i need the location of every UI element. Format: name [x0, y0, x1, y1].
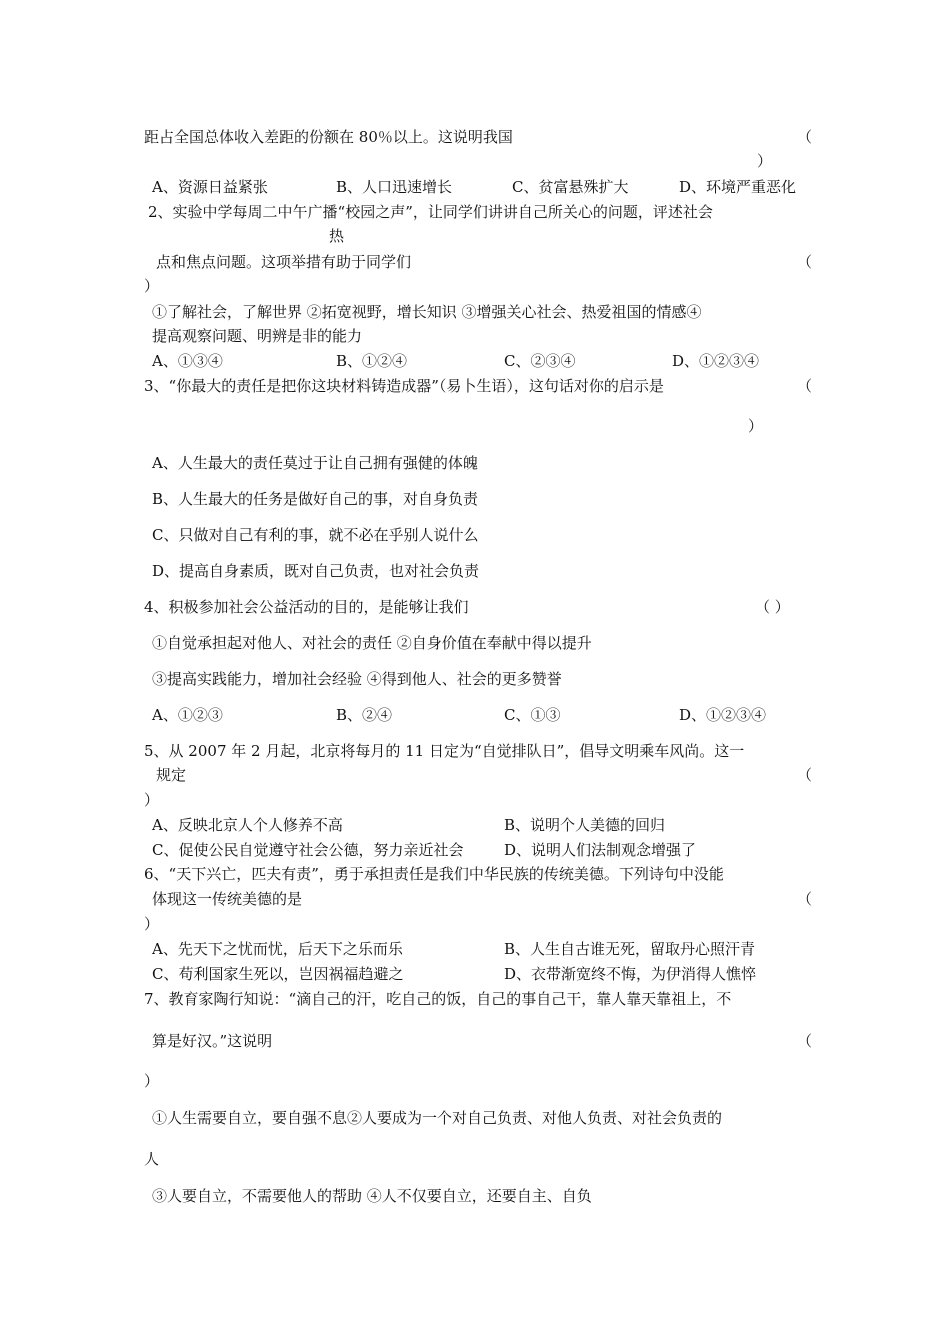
q2-option-b: B、①②④	[336, 352, 408, 370]
q7-stem-line2: 算是好汉。”这说明	[152, 1032, 273, 1050]
q1-answer-paren-close: ）	[757, 152, 773, 170]
q7-items-wrap: 人	[144, 1150, 160, 1168]
q6-answer-paren-open: （	[797, 890, 813, 908]
q4-stem: 4、积极参加社会公益活动的目的，是能够让我们	[144, 598, 469, 616]
q7-stem-line1: 7、教育家陶行知说：“滴自己的汗，吃自己的饭，自己的事自己干，靠人靠天靠祖上，不	[144, 990, 732, 1008]
q4-items-line2: ③提高实践能力，增加社会经验 ④得到他人、社会的更多赞誉	[152, 670, 562, 688]
q2-answer-paren-close: ）	[144, 277, 160, 295]
q6-option-d: D、衣带渐宽终不悔，为伊消得人憔悴	[504, 965, 757, 983]
q5-answer-paren-open: （	[797, 766, 813, 784]
q2-items-line1: ①了解社会，了解世界 ②拓宽视野，增长知识 ③增强关心社会、热爱祖国的情感④	[152, 303, 702, 321]
q3-stem: 3、“你最大的责任是把你这块材料铸造成器”（易卜生语），这句话对你的启示是	[144, 377, 664, 395]
q6-option-a: A、先天下之忧而忧，后天下之乐而乐	[152, 940, 403, 958]
q6-option-c: C、苟利国家生死以，岂因祸福趋避之	[152, 965, 404, 983]
q6-stem-line1: 6、“天下兴亡，匹夫有责”，勇于承担责任是我们中华民族的传统美德。下列诗句中没能	[144, 865, 724, 883]
q4-option-c: C、①③	[504, 706, 561, 724]
q2-stem-wrap: 热	[329, 227, 345, 245]
q4-option-b: B、②④	[336, 706, 393, 724]
q1-answer-paren-open: （	[797, 128, 813, 146]
q5-answer-paren-close: ）	[144, 791, 160, 809]
q3-option-a: A、人生最大的责任莫过于让自己拥有强健的体魄	[152, 454, 478, 472]
q3-answer-paren-close: ）	[748, 417, 764, 435]
q2-option-a: A、①③④	[152, 352, 223, 370]
q7-answer-paren-close: ）	[144, 1072, 160, 1090]
q6-answer-paren-close: ）	[144, 915, 160, 933]
q7-items-line1: ①人生需要自立，要自强不息②人要成为一个对自己负责、对他人负责、对社会负责的	[152, 1109, 723, 1127]
q4-option-d: D、①②③④	[679, 706, 767, 724]
q5-option-a: A、反映北京人个人修养不高	[152, 816, 343, 834]
q5-option-d: D、说明人们法制观念增强了	[504, 841, 697, 859]
q2-option-d: D、①②③④	[672, 352, 760, 370]
q7-answer-paren-open: （	[797, 1032, 813, 1050]
q2-option-c: C、②③④	[504, 352, 576, 370]
q2-answer-paren-open: （	[797, 253, 813, 271]
q1-option-a: A、资源日益紧张	[152, 178, 268, 196]
q5-stem-line1: 5、从 2007 年 2 月起，北京将每月的 11 日定为“自觉排队日”，倡导文明乘车风尚。这一	[144, 742, 745, 760]
q2-items-line2: 提高观察问题、明辨是非的能力	[152, 327, 363, 345]
q3-option-c: C、只做对自己有利的事，就不必在乎别人说什么	[152, 526, 479, 544]
q4-answer-paren: （ ）	[755, 598, 790, 616]
q3-answer-paren-open: （	[797, 377, 813, 395]
q2-stem-line1: 2、实验中学每周二中午广播“校园之声”，让同学们讲讲自己所关心的问题，评述社会	[148, 203, 713, 221]
q2-stem-line2: 点和焦点问题。这项举措有助于同学们	[156, 253, 412, 271]
q3-option-d: D、提高自身素质，既对自己负责，也对社会负责	[152, 562, 480, 580]
q1-stem: 距占全国总体收入差距的份额在 80％以上。这说明我国	[144, 128, 513, 146]
q1-option-d: D、环境严重恶化	[679, 178, 797, 196]
q5-option-c: C、促使公民自觉遵守社会公德，努力亲近社会	[152, 841, 464, 859]
q1-option-c: C、贫富悬殊扩大	[512, 178, 629, 196]
q5-stem-line2: 规定	[156, 766, 187, 784]
q6-option-b: B、人生自古谁无死，留取丹心照汗青	[504, 940, 756, 958]
q5-option-b: B、说明个人美德的回归	[504, 816, 666, 834]
q6-stem-line2: 体现这一传统美德的是	[152, 890, 303, 908]
q4-items-line1: ①自觉承担起对他人、对社会的责任 ②自身价值在奉献中得以提升	[152, 634, 592, 652]
q7-items-line2: ③人要自立，不需要他人的帮助 ④人不仅要自立，还要自主、自负	[152, 1187, 592, 1205]
q1-option-b: B、人口迅速增长	[336, 178, 453, 196]
q4-option-a: A、①②③	[152, 706, 223, 724]
q3-option-b: B、人生最大的任务是做好自己的事，对自身负责	[152, 490, 479, 508]
